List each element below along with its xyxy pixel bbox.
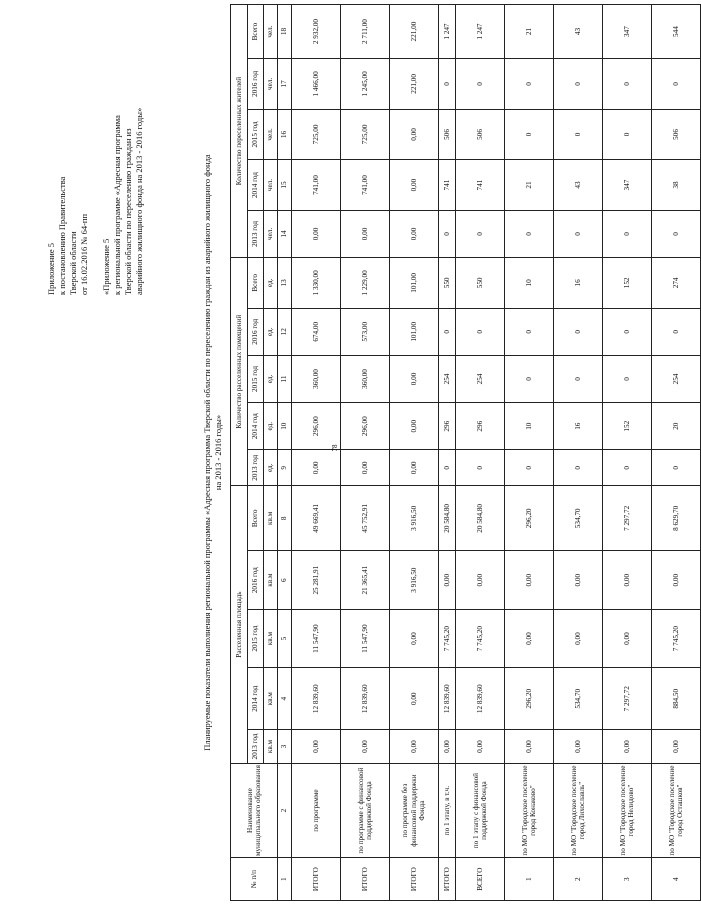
header-line: от 16.02.2016 № 64-пп [79, 213, 89, 295]
header-unit: ед. [264, 355, 278, 402]
header-unit: чел. [264, 210, 278, 257]
table-cell: 1 245,00 [341, 59, 390, 110]
table-cell: 0,00 [341, 730, 390, 764]
table-cell: 0,00 [292, 730, 341, 764]
table-cell: 534,70 [554, 668, 603, 730]
document-title [202, 0, 224, 905]
table-cell: 674,00 [292, 308, 341, 355]
table-cell: 296,20 [505, 486, 554, 551]
header-total: Всего [248, 486, 264, 551]
table-cell: 43 [554, 160, 603, 211]
table-cell: 0 [652, 308, 701, 355]
table-cell: 741,00 [341, 160, 390, 211]
header-line: Тверской области [68, 231, 78, 295]
row-name: по 1 этапу, в т.ч. [439, 763, 456, 857]
table-cell: 0 [505, 308, 554, 355]
table-cell: 0,00 [292, 450, 341, 486]
header-line: аварийного жилищного фонда на 2013 - 2016 годы» [134, 107, 144, 295]
table-cell: 0 [652, 210, 701, 257]
table-cell: 101,00 [390, 308, 439, 355]
header-year: 2015 год [248, 609, 264, 667]
table-cell: 0,00 [390, 210, 439, 257]
table-cell: 20 584,80 [456, 486, 505, 551]
header-unit: кв.м [264, 551, 278, 609]
table-cell: 254 [456, 355, 505, 402]
header-unit: чел. [264, 160, 278, 211]
row-number: 1 [505, 858, 554, 901]
table-cell: 221,00 [390, 5, 439, 59]
table-cell: 0,00 [439, 551, 456, 609]
table-cell: 1 247 [439, 5, 456, 59]
table-cell: 0 [439, 210, 456, 257]
table-cell: 0 [505, 109, 554, 160]
header-num: № п/п [231, 858, 278, 901]
table-cell: 506 [652, 109, 701, 160]
table-cell: 0 [456, 308, 505, 355]
header-rooms-group: Количество расселенных помещений [231, 258, 248, 486]
table-row [554, 5, 603, 901]
header-area-group: Расселенная площадь [231, 486, 248, 764]
table-row [505, 5, 554, 901]
row-number: ИТОГО [439, 858, 456, 901]
table-cell: 0 [505, 210, 554, 257]
appendix-header [46, 5, 145, 295]
header-line: «Приложение 5 [101, 238, 111, 295]
row-name: по программе без финансовой поддержки Фонда [390, 763, 439, 857]
table-cell: 20 [652, 403, 701, 450]
header-line: к региональной программе «Адресная программа [112, 115, 122, 295]
header-line: Приложение 5 [46, 243, 56, 295]
table-cell: 0,00 [456, 551, 505, 609]
table-cell: 0 [456, 450, 505, 486]
table-cell: 0,00 [554, 551, 603, 609]
table-cell: 0 [505, 355, 554, 402]
header-unit: ед. [264, 403, 278, 450]
header-unit: кв.м [264, 486, 278, 551]
table-cell: 0,00 [603, 551, 652, 609]
table-cell: 0 [652, 59, 701, 110]
table-cell: 152 [603, 403, 652, 450]
table-cell: 0,00 [652, 730, 701, 764]
table-cell: 741,00 [292, 160, 341, 211]
table-cell: 296 [456, 403, 505, 450]
table-cell: 0,00 [292, 210, 341, 257]
table-cell: 534,70 [554, 486, 603, 551]
row-name: по МО "Городское поселение город Нелидово" [603, 763, 652, 857]
row-number: 2 [554, 858, 603, 901]
table-cell: 0,00 [390, 668, 439, 730]
table-cell: 3 916,50 [390, 486, 439, 551]
header-year: 2015 год [248, 355, 264, 402]
indicators-table [230, 4, 701, 901]
table-cell: 21 [505, 5, 554, 59]
table-cell: 0,00 [439, 730, 456, 764]
table-cell: 0 [603, 308, 652, 355]
row-name: по МО "Городское поселение город Осташков" [652, 763, 701, 857]
column-number: 9 [278, 450, 292, 486]
table-cell: 0 [439, 450, 456, 486]
header-year: 2013 год [248, 450, 264, 486]
table-cell: 0 [603, 450, 652, 486]
column-number: 13 [278, 258, 292, 309]
table-cell: 0 [554, 109, 603, 160]
table-cell: 254 [439, 355, 456, 402]
table-cell: 45 752,91 [341, 486, 390, 551]
table-cell: 152 [603, 258, 652, 309]
row-name: по программе [292, 763, 341, 857]
table-cell: 2 932,00 [292, 5, 341, 59]
header-year: 2013 год [248, 210, 264, 257]
table-cell: 25 281,91 [292, 551, 341, 609]
column-number: 3 [278, 730, 292, 764]
table-cell: 0,00 [603, 609, 652, 667]
table-cell: 360,00 [341, 355, 390, 402]
table-cell: 1 330,00 [292, 258, 341, 309]
table-cell: 0,00 [390, 609, 439, 667]
table-cell: 0,00 [652, 551, 701, 609]
table-cell: 0,00 [505, 609, 554, 667]
table-cell: 0,00 [341, 450, 390, 486]
header-year: 2016 год [248, 59, 264, 110]
row-number: ИТОГО [292, 858, 341, 901]
header-unit: кв.м [264, 668, 278, 730]
row-number: ВСЕГО [456, 858, 505, 901]
header-year: 2014 год [248, 668, 264, 730]
header-unit: кв.м [264, 730, 278, 764]
row-number: ИТОГО [390, 858, 439, 901]
header-total: Всего [248, 5, 264, 59]
table-cell: 0,00 [554, 609, 603, 667]
table-cell: 0 [505, 59, 554, 110]
table-cell: 0 [439, 308, 456, 355]
table-cell: 0 [439, 59, 456, 110]
row-name: по 1 этапу с финансовой поддержкой Фонда [456, 763, 505, 857]
table-cell: 725,00 [341, 109, 390, 160]
table-cell: 20 584,80 [439, 486, 456, 551]
table-row [652, 5, 701, 901]
table-cell: 884,50 [652, 668, 701, 730]
header-unit: чел. [264, 5, 278, 59]
table-cell: 43 [554, 5, 603, 59]
table-cell: 0,00 [390, 730, 439, 764]
table-cell: 3 916,50 [390, 551, 439, 609]
table-cell: 347 [603, 160, 652, 211]
column-number: 11 [278, 355, 292, 402]
table-cell: 38 [652, 160, 701, 211]
title-line: Планируемые показатели выполнения региональной программы «Адресная программа Тверской области по переселению граждан из аварийного жилищного фонда [202, 154, 212, 751]
header-unit: чел. [264, 109, 278, 160]
table-cell: 0 [603, 355, 652, 402]
table-cell: 0 [603, 59, 652, 110]
table-cell: 0 [554, 308, 603, 355]
header-year: 2015 год [248, 109, 264, 160]
table-cell: 0,00 [390, 160, 439, 211]
header-year: 2016 год [248, 551, 264, 609]
table-cell: 0,00 [390, 109, 439, 160]
table-cell: 550 [439, 258, 456, 309]
table-cell: 741 [456, 160, 505, 211]
header-line: Тверской области по переселению граждан из [123, 128, 133, 295]
table-cell: 16 [554, 403, 603, 450]
column-number: 14 [278, 210, 292, 257]
column-number: 6 [278, 551, 292, 609]
header-people-group: Количество переселенных жителей [231, 5, 248, 258]
table-cell: 0 [603, 210, 652, 257]
table-cell: 7 297,72 [603, 486, 652, 551]
table-cell: 0,00 [603, 730, 652, 764]
row-name: по МО "Городское поселение город Конаково" [505, 763, 554, 857]
table-cell: 0,00 [390, 403, 439, 450]
table-cell: 0,00 [390, 450, 439, 486]
header-year: 2014 год [248, 403, 264, 450]
table-cell: 0 [554, 355, 603, 402]
header-unit: ед. [264, 308, 278, 355]
table-cell: 254 [652, 355, 701, 402]
table-cell: 360,00 [292, 355, 341, 402]
table-cell: 0,00 [505, 730, 554, 764]
table-cell: 101,00 [390, 258, 439, 309]
table-row [390, 5, 439, 901]
table-cell: 2 711,00 [341, 5, 390, 59]
header-line: к постановлению Правительства [57, 176, 67, 295]
column-number: 15 [278, 160, 292, 211]
table-cell: 0,00 [341, 210, 390, 257]
table-cell: 0,00 [554, 730, 603, 764]
title-line: на 2013 - 2016 годы» [213, 414, 223, 491]
header-name: Наименование муниципального образования [231, 763, 278, 857]
table-cell: 506 [439, 109, 456, 160]
table-cell: 1 229,00 [341, 258, 390, 309]
table-cell: 0 [505, 450, 554, 486]
column-number: 8 [278, 486, 292, 551]
table-cell: 0 [456, 59, 505, 110]
table-row [292, 5, 341, 901]
table-cell: 296 [439, 403, 456, 450]
table-cell: 10 [505, 258, 554, 309]
table-cell: 0 [554, 450, 603, 486]
table-cell: 0,00 [390, 355, 439, 402]
column-number: 12 [278, 308, 292, 355]
table-cell: 7 745,20 [439, 609, 456, 667]
table-cell: 296,00 [292, 403, 341, 450]
row-number: 3 [603, 858, 652, 901]
table-cell: 1 247 [456, 5, 505, 59]
table-cell: 221,00 [390, 59, 439, 110]
column-number: 10 [278, 403, 292, 450]
header-year: 2016 год [248, 308, 264, 355]
table-cell: 21 [505, 160, 554, 211]
column-number: 16 [278, 109, 292, 160]
table-cell: 11 547,90 [292, 609, 341, 667]
page-number: 78 [331, 444, 339, 452]
table-cell: 7 297,72 [603, 668, 652, 730]
table-row [456, 5, 505, 901]
header-year: 2014 год [248, 160, 264, 211]
header-year: 2013 год [248, 730, 264, 764]
table-cell: 0 [456, 210, 505, 257]
table-cell: 49 669,41 [292, 486, 341, 551]
table-cell: 16 [554, 258, 603, 309]
header-total: Всего [248, 258, 264, 309]
table-cell: 741 [439, 160, 456, 211]
table-cell: 0 [554, 210, 603, 257]
column-number: 5 [278, 609, 292, 667]
table-cell: 0 [554, 59, 603, 110]
header-unit: ед. [264, 450, 278, 486]
table-cell: 296,00 [341, 403, 390, 450]
table-cell: 12 839,60 [456, 668, 505, 730]
table-cell: 274 [652, 258, 701, 309]
column-number: 17 [278, 59, 292, 110]
row-name: по программе с финансовой поддержкой Фонда [341, 763, 390, 857]
column-number: 18 [278, 5, 292, 59]
table-cell: 296,20 [505, 668, 554, 730]
table-cell: 10 [505, 403, 554, 450]
table-cell: 506 [456, 109, 505, 160]
table-cell: 725,00 [292, 109, 341, 160]
table-cell: 347 [603, 5, 652, 59]
table-cell: 12 839,60 [439, 668, 456, 730]
table-cell: 550 [456, 258, 505, 309]
table-cell: 7 745,20 [456, 609, 505, 667]
table-cell: 11 547,90 [341, 609, 390, 667]
row-name: по МО "Городское поселение город Лихославль" [554, 763, 603, 857]
column-number: 4 [278, 668, 292, 730]
table-row [603, 5, 652, 901]
table-cell: 0,00 [505, 551, 554, 609]
row-number: 4 [652, 858, 701, 901]
row-number: ИТОГО [341, 858, 390, 901]
header-unit: ед. [264, 258, 278, 309]
table-cell: 1 466,00 [292, 59, 341, 110]
table-cell: 573,00 [341, 308, 390, 355]
table-cell: 0 [652, 450, 701, 486]
column-number: 1 [278, 858, 292, 901]
table-cell: 0,00 [456, 730, 505, 764]
table-cell: 7 745,20 [652, 609, 701, 667]
table-cell: 21 365,41 [341, 551, 390, 609]
header-unit: чел. [264, 59, 278, 110]
table-cell: 12 839,60 [292, 668, 341, 730]
column-number: 2 [278, 763, 292, 857]
table-cell: 0 [603, 109, 652, 160]
table-cell: 544 [652, 5, 701, 59]
table-row [439, 5, 456, 901]
table-cell: 12 839,60 [341, 668, 390, 730]
header-unit: кв.м [264, 609, 278, 667]
table-row [341, 5, 390, 901]
table-cell: 8 629,70 [652, 486, 701, 551]
